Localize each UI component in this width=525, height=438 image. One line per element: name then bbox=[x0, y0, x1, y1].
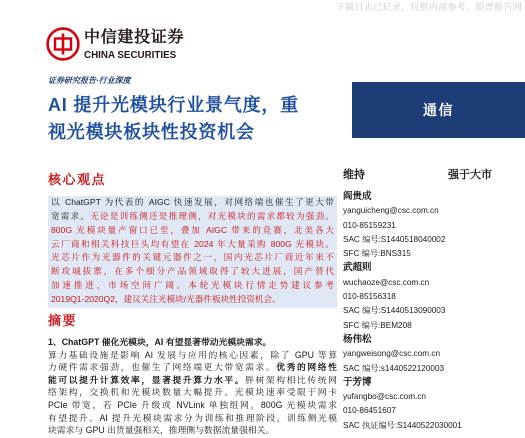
analyst-card bbox=[343, 333, 521, 376]
report-title-line: 视光模块板块性投资机会 bbox=[48, 122, 255, 142]
report-title-line: AI 提升光模块行业景气度，重 bbox=[48, 95, 299, 115]
analyst-sac-number: SAC 编号:s1440522120003 bbox=[343, 363, 445, 373]
body-text: 力硬件需求强劲，也催生了网络端更大带宽需求。 bbox=[48, 362, 277, 373]
analyst-name: 于芳博 bbox=[343, 376, 372, 388]
brand-name-english: CHINA SECURITIES bbox=[84, 50, 177, 61]
analyst-list bbox=[343, 190, 521, 433]
summary-line bbox=[48, 336, 337, 349]
analyst-name: 武超则 bbox=[343, 262, 372, 274]
analyst-email: yangweisong@csc.com.cn bbox=[343, 349, 441, 359]
analyst-sfc-number: SFC 编号:BEM208 bbox=[343, 320, 412, 330]
analyst-sac-number: SAC 编号:S1440513090003 bbox=[343, 306, 446, 316]
bold-text: 能可以提升计算效率，显著提升算力水平。 bbox=[48, 374, 246, 385]
rating-value: 强于大市 bbox=[448, 169, 492, 181]
summary-body bbox=[48, 336, 337, 437]
key-points-line bbox=[51, 196, 334, 210]
highlighted-text: 2019Q1-2020Q2，建议关注光模块/光器件板块性投资机会。 bbox=[51, 293, 281, 304]
analyst-phone: 010-86451607 bbox=[343, 406, 396, 416]
highlighted-text: 断攻城拔寨，在多个细分产品领域取得了较大进展，国产替代 bbox=[51, 266, 334, 277]
key-points-line bbox=[51, 210, 334, 224]
body-text: 算力基础设施是影响 AI 发展与应用的核心因素，除了 GPU 等算 bbox=[48, 349, 337, 360]
bold-text: 1、ChatGPT 催化光模块，AI 有望显著带动光模块需求。 bbox=[48, 337, 272, 347]
highlighted-text: 无论是训练侧还是推理侧，对光模块的需求都较为强劲。 bbox=[90, 210, 334, 221]
summary-line bbox=[48, 374, 337, 387]
analyst-card bbox=[343, 261, 521, 332]
industry-badge: 通信 bbox=[352, 82, 525, 138]
summary-line bbox=[48, 386, 337, 399]
body-text: 块需求与 GPU 出货量强相关，推理侧与数据流量强相关。 bbox=[48, 425, 275, 436]
analyst-card bbox=[343, 190, 521, 261]
key-points-line bbox=[51, 293, 334, 307]
analyst-phone: 010-85156318 bbox=[343, 292, 396, 302]
body-text: PCIe 带宽，若 PCIe 升级或 NVLink 单独组网，800G 光模块需求 bbox=[48, 399, 337, 410]
bold-text: 优秀的网络性 bbox=[276, 362, 337, 373]
key-points-panel bbox=[48, 196, 337, 308]
body-text: 络架构，交换机和光模块数量大幅提升。光模块速率受限于网卡 bbox=[48, 387, 337, 398]
summary-line bbox=[48, 399, 337, 412]
analyst-name: 杨伟松 bbox=[343, 333, 372, 345]
analyst-email: wuchaoze@csc.com.cn bbox=[343, 277, 430, 287]
summary-heading: 摘要 bbox=[48, 313, 78, 328]
key-points-heading: 核心观点 bbox=[48, 172, 107, 187]
summary-line bbox=[48, 361, 337, 374]
highlighted-text: 800G 光模块量产窗口已至，叠加 AIGC 带来的竞赛，北美各大 bbox=[51, 224, 334, 235]
company-logo bbox=[46, 27, 188, 65]
body-text: 胖树架构相比传统网 bbox=[245, 374, 337, 385]
download-watermark: 下载日志已记录，仅供内部参考，股票报告网 bbox=[335, 2, 522, 12]
analyst-sfc-number: SFC 编号:BNS315 bbox=[343, 249, 411, 259]
rating-action: 维持 bbox=[343, 169, 365, 181]
key-points-line bbox=[51, 224, 334, 238]
highlighted-text: 云厂商和相关科技巨头均有望在 2024 年大量采购 800G 光模块。 bbox=[51, 238, 334, 249]
summary-line bbox=[48, 412, 337, 425]
summary-line bbox=[48, 424, 337, 437]
body-text: 以 ChatGPT 为代表的 AIGC 快速发展，对网络端也催生了更大带 bbox=[51, 197, 334, 207]
key-points-line bbox=[51, 238, 334, 252]
highlighted-text: 光芯片作为光器件的关键元器件之一，国内光芯片厂商近年来不 bbox=[51, 252, 334, 263]
brand-name-chinese: 中信建投证券 bbox=[84, 29, 185, 46]
report-type-label: 证券研究报告·行业深度 bbox=[48, 76, 131, 85]
body-text: 宽需求。 bbox=[51, 210, 91, 221]
analyst-email: yanguicheng@csc.com.cn bbox=[343, 206, 439, 216]
analyst-sac-number: SAC 执证编号:S1440522030001 bbox=[343, 420, 462, 430]
body-text: 有望提升。AI 提升光模块需求分为训练和推理阶段，训练侧光模 bbox=[48, 412, 337, 423]
analyst-name: 阎贵成 bbox=[343, 191, 372, 202]
analyst-card bbox=[343, 376, 521, 433]
company-logo-emblem bbox=[46, 27, 80, 61]
analyst-phone: 010-85159231 bbox=[343, 220, 396, 230]
report-title bbox=[48, 92, 344, 146]
summary-line bbox=[48, 349, 337, 362]
key-points-line bbox=[51, 279, 334, 293]
analyst-email: yufangbo@csc.com.cn bbox=[343, 392, 426, 402]
highlighted-text: 加速推进，市场空间广阔。本轮光模块行情走势建议参考 bbox=[51, 280, 334, 291]
key-points-line bbox=[51, 251, 334, 265]
key-points-line bbox=[51, 265, 334, 279]
analyst-sac-number: SAC 编号:S1440518040002 bbox=[343, 234, 446, 244]
